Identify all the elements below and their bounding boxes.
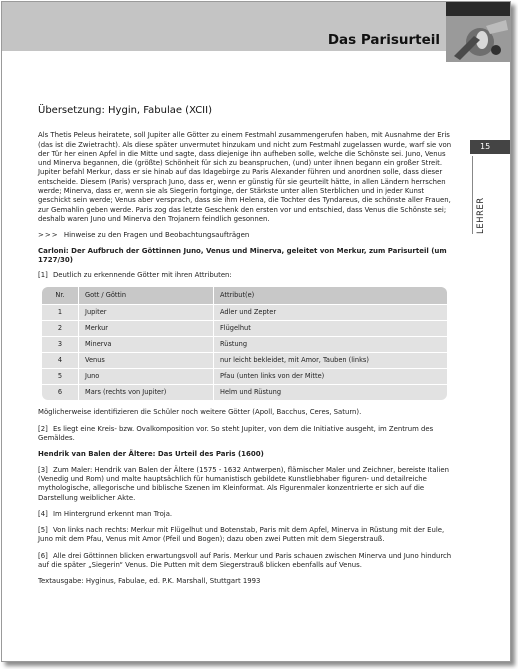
hint-arrows: >>> bbox=[38, 231, 59, 240]
column-header-nr: Nr. bbox=[42, 287, 78, 304]
cell-attribute: Adler und Zepter bbox=[213, 304, 447, 320]
table-row bbox=[42, 320, 447, 336]
table-row bbox=[42, 384, 447, 400]
task-5-number: [5] bbox=[38, 526, 48, 535]
cell-god: Merkur bbox=[78, 320, 213, 336]
translation-paragraph: Als Thetis Peleus heiratete, soll Jupiter alle Götter zu einem Festmahl zusammengerufen haben, mit Ausnahme der Eris (das ist die Zwietracht). Als diese später unvermutet hinzukam und nicht zum Festmahl zugelassen wurde, warf sie von der Tür her einen Apfel in die Mitte und sagte, dass diejenige ihn aufheben solle, welche die Schönste sei. Juno, Venus und Minerva begannen, die (größte) Schönheit für sich zu beanspruchen, (und) unter ihnen begann ein großer Streit. Jupiter befahl Merkur, dass er sie hinab auf das Idagebirge zu Paris Alexander führen und anordnen solle, dass dieser entscheide. Diesem (Paris) versprach Juno, dass er, wenn er günstig für sie geurteilt hätte, in allen Ländern herrschen werde; Minerva, dass er, wenn sie als Siegerin fortginge, der Stärkste unter allen Sterblichen und in jeder Kunst geschickt sein werde; Venus aber versprach, dass sie ihm Helena, die Tochter des Tyndareus, die schönste aller Frauen, zur Gemahlin geben werde. Paris zog das letzte Geschenk den ersten vor und entschied, dass Venus die Schönste sei; deshalb waren Juno und Minerva den Trojanern feindlich gesonnen. bbox=[38, 131, 452, 223]
table-row bbox=[42, 368, 447, 384]
task-6-text: Alle drei Göttinnen blicken erwartungsvoll auf Paris. Merkur und Paris schauen zwischen Minerva und Juno hindurch auf die später „Siegerin“ Venus. Die Putten mit dem Siegerstrauß blicken ebenfalls auf Venus. bbox=[38, 551, 452, 570]
translation-heading: Übersetzung: Hygin, Fabulae (XCII) bbox=[38, 105, 212, 116]
cell-god: Juno bbox=[78, 368, 213, 384]
additional-gods-note: Möglicherweise identifizieren die Schüler noch weitere Götter (Apoll, Bacchus, Ceres, Saturn). bbox=[38, 408, 362, 417]
cell-attribute: Pfau (unten links von der Mitte) bbox=[213, 368, 447, 384]
cell-god: Venus bbox=[78, 352, 213, 368]
task-1-text: Deutlich zu erkennende Götter mit ihren Attributen: bbox=[52, 271, 232, 280]
cell-attribute: nur leicht bekleidet, mit Amor, Tauben (links) bbox=[213, 352, 447, 368]
source-citation: Textausgabe: Hyginus, Fabulae, ed. P.K. Marshall, Stuttgart 1993 bbox=[38, 577, 261, 586]
page-header-title: Das Parisurteil bbox=[327, 32, 440, 48]
cell-attribute: Rüstung bbox=[213, 336, 447, 352]
task-4-text: Im Hintergrund erkennt man Troja. bbox=[52, 509, 173, 518]
side-label-lehrer: LEHRER bbox=[476, 197, 486, 234]
balen-heading: Hendrik van Balen der Ältere: Das Urteil des Paris (1600) bbox=[38, 450, 264, 459]
cell-god: Mars (rechts von Jupiter) bbox=[78, 384, 213, 400]
column-header-attribute: Attribut(e) bbox=[213, 287, 447, 304]
task-5 bbox=[38, 526, 454, 545]
cell-god: Jupiter bbox=[78, 304, 213, 320]
carloni-heading: Carloni: Der Aufbruch der Göttinnen Juno, Venus und Minerva, geleitet von Merkur, zum Parisurteil (um 1727/30) bbox=[38, 246, 447, 264]
cell-nr: 1 bbox=[42, 304, 78, 320]
document-body bbox=[38, 106, 454, 594]
hints-heading bbox=[38, 231, 454, 240]
gods-attributes-table bbox=[42, 287, 447, 400]
hint-text: Hinweise zu den Fragen und Beobachtungsaufträgen bbox=[63, 231, 250, 240]
table-header-row bbox=[42, 287, 447, 304]
header-corner-bar bbox=[446, 2, 510, 16]
task-6-number: [6] bbox=[38, 551, 48, 560]
side-divider bbox=[472, 156, 473, 234]
table-row bbox=[42, 304, 447, 320]
document-page bbox=[1, 1, 511, 662]
task-6 bbox=[38, 552, 454, 571]
task-5-text: Von links nach rechts: Merkur mit Flügelhut und Botenstab, Paris mit dem Apfel, Minerva in Rüstung mit der Eule, Juno mit dem Pfau, Venus mit Amor (Pfeil und Bogen); dazu oben zwei Putten mit dem Siegerstrauß. bbox=[38, 526, 445, 544]
task-2-text: Es liegt eine Kreis- bzw. Ovalkomposition vor. So steht Jupiter, von dem die Initiative ausgeht, im Zentrum des Gemäldes. bbox=[38, 424, 434, 443]
task-1 bbox=[38, 271, 454, 280]
cell-nr: 4 bbox=[42, 352, 78, 368]
task-2 bbox=[38, 425, 454, 444]
painting-thumbnail-icon bbox=[446, 16, 510, 62]
cell-god: Minerva bbox=[78, 336, 213, 352]
task-3-number: [3] bbox=[38, 465, 48, 474]
page-number-tab: 15 bbox=[470, 140, 510, 154]
cell-attribute: Flügelhut bbox=[213, 320, 447, 336]
cell-nr: 3 bbox=[42, 336, 78, 352]
task-3 bbox=[38, 466, 454, 503]
cell-attribute: Helm und Rüstung bbox=[213, 384, 447, 400]
table-row bbox=[42, 336, 447, 352]
cell-nr: 5 bbox=[42, 368, 78, 384]
cell-nr: 2 bbox=[42, 320, 78, 336]
task-2-number: [2] bbox=[38, 424, 48, 433]
table-row bbox=[42, 352, 447, 368]
task-4-number: [4] bbox=[38, 509, 48, 518]
task-4 bbox=[38, 510, 454, 519]
task-1-number: [1] bbox=[38, 271, 48, 280]
task-3-text: Zum Maler: Hendrik van Balen der Ältere (1575 - 1632 Antwerpen), flämischer Maler und Zeichner, bereiste Italien (Venedig und Rom) und malte hauptsächlich für humanistisch gebildete Kunstliebhaber figuren- und detailreiche mythologische, allegorische und biblische Szenen im Kleinformat. Als Figurenmaler konzentrierte er sich auf die Darstellung weiblicher Akte. bbox=[38, 465, 450, 502]
cell-nr: 6 bbox=[42, 384, 78, 400]
column-header-god: Gott / Göttin bbox=[78, 287, 213, 304]
